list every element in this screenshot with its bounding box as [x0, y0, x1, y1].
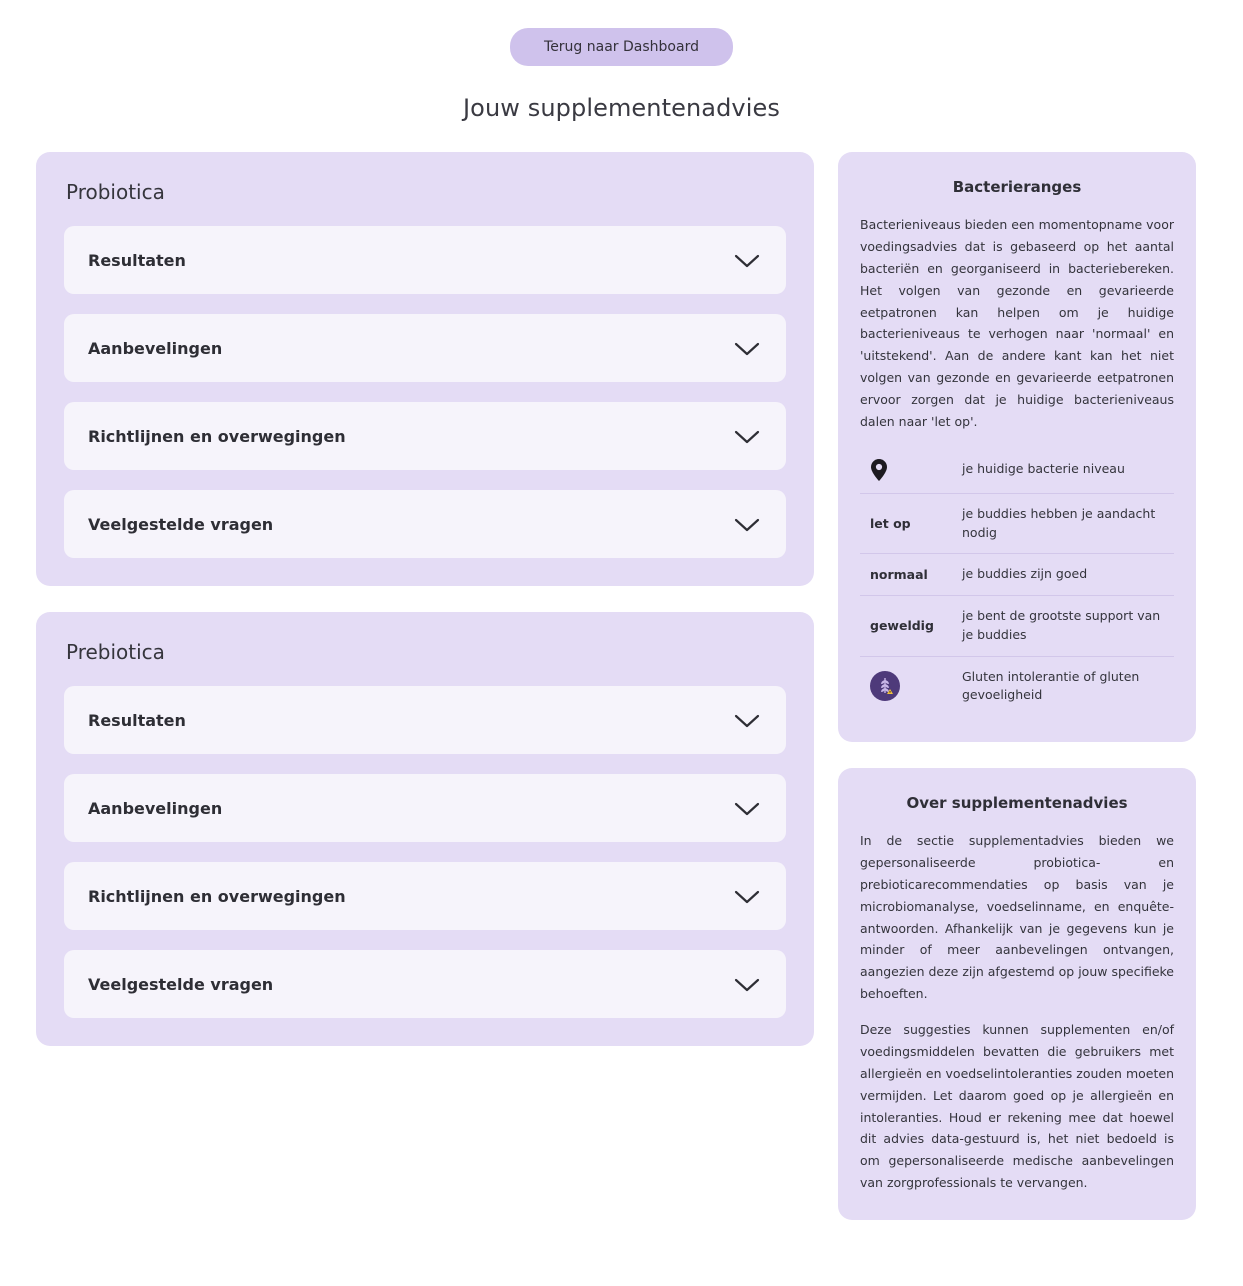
about-paragraph-1: In de sectie supplementadvies bieden we gepersonaliseerde probiotica- en prebioticarecommendaties op basis van je microbiomanalyse, voedselinname, en enquête-antwoorden. Afhankelijk van je gegevens kun je minder of meer aanbevelingen ontvangen, aangezien deze zijn afgestemd op jouw specifieke behoeften.	[860, 833, 1174, 1002]
chevron-down-icon[interactable]	[734, 517, 760, 531]
legend-text: Gluten intolerantie of gluten gevoeligheid	[962, 668, 1140, 703]
card-over-supplementenadvies	[838, 768, 1196, 1220]
about-paragraph-2: Deze suggesties kunnen supplementen en/of voedingsmiddelen bevatten die gebruikers met allergieën en voedselintoleranties zouden moeten vermijden. Let daarom goed op je allergieën en intoleranties. Houd er rekening mee dat hoewel dit advies data-gestuurd is, het niet bedoeld is om gepersonaliseerde medische aanbevelingen van zorgprofessionals te vervangen.	[860, 1022, 1174, 1191]
bacteria-legend	[860, 447, 1174, 716]
back-to-dashboard-button[interactable]: Terug naar Dashboard	[510, 28, 733, 66]
accordion-item-probiotica-faq[interactable]	[64, 490, 786, 558]
accordion-label: Aanbevelingen	[88, 338, 223, 358]
chevron-down-icon[interactable]	[734, 889, 760, 903]
card-bacterieranges	[838, 152, 1196, 742]
accordion-label: Veelgestelde vragen	[88, 514, 274, 534]
chevron-down-icon[interactable]	[734, 801, 760, 815]
accordion-label: Aanbevelingen	[88, 798, 223, 818]
accordion-label: Resultaten	[88, 710, 186, 730]
legend-key: let op	[870, 516, 911, 531]
chevron-down-icon[interactable]	[734, 977, 760, 991]
legend-row-geweldig	[860, 596, 1174, 657]
accordion-item-prebiotica-richtlijnen[interactable]	[64, 862, 786, 930]
card-title-over-supplementenadvies: Over supplementenadvies	[906, 794, 1128, 812]
map-pin-icon	[870, 458, 948, 482]
legend-row-normaal	[860, 554, 1174, 596]
accordion-label: Richtlijnen en overwegingen	[88, 426, 346, 446]
panel-title-prebiotica: Prebiotica	[66, 640, 165, 664]
page-content	[0, 122, 1243, 1286]
chevron-down-icon[interactable]	[734, 713, 760, 727]
legend-text: je buddies hebben je aandacht nodig	[962, 505, 1156, 540]
chevron-down-icon[interactable]	[734, 429, 760, 443]
panel-prebiotica	[36, 612, 814, 1046]
gluten-avatar-icon	[870, 671, 948, 701]
accordion-column	[36, 152, 814, 1072]
bacterieranges-paragraph: Bacterieniveaus bieden een momentopname voor voedingsadvies dat is gebaseerd op het aantal bacteriën en georganiseerd in bacteriebereken. Het volgen van gezonde en gevarieerde eetpatronen kan helpen om je huidige bacterieniveaus te verhogen naar 'normaal' en 'uitstekend'. Aan de andere kant kan het niet volgen van gezonde en gevarieerde eetpatronen ervoor zorgen dat je huidige bacterieniveaus dalen naar 'let op'.	[860, 217, 1174, 429]
legend-row-gluten	[860, 657, 1174, 717]
accordion-item-probiotica-richtlijnen[interactable]	[64, 402, 786, 470]
page-header	[0, 12, 1243, 122]
legend-key: normaal	[870, 567, 928, 583]
accordion-item-prebiotica-resultaten[interactable]	[64, 686, 786, 754]
panel-probiotica	[36, 152, 814, 586]
info-column	[838, 152, 1196, 1246]
legend-text: je buddies zijn goed	[962, 566, 1088, 582]
accordion-label: Richtlijnen en overwegingen	[88, 886, 346, 906]
panel-title-probiotica: Probiotica	[66, 180, 165, 204]
legend-key: geweldig	[870, 618, 934, 634]
card-title-bacterieranges: Bacterieranges	[952, 178, 1082, 196]
gluten-avatar-circle	[870, 671, 900, 701]
accordion-item-probiotica-resultaten[interactable]	[64, 226, 786, 294]
chevron-down-icon[interactable]	[734, 253, 760, 267]
accordion-label: Veelgestelde vragen	[88, 974, 274, 994]
accordion-item-prebiotica-aanbevelingen[interactable]	[64, 774, 786, 842]
page-title: Jouw supplementenadvies	[463, 94, 780, 122]
accordion-item-prebiotica-faq[interactable]	[64, 950, 786, 1018]
accordion-item-probiotica-aanbevelingen[interactable]	[64, 314, 786, 382]
legend-text: je huidige bacterie niveau	[962, 461, 1125, 477]
legend-row-let-op	[860, 494, 1174, 555]
chevron-down-icon[interactable]	[734, 341, 760, 355]
legend-text: je bent de grootste support van je buddies	[962, 608, 1161, 642]
accordion-label: Resultaten	[88, 250, 186, 270]
legend-row-huidig-niveau	[860, 447, 1174, 494]
